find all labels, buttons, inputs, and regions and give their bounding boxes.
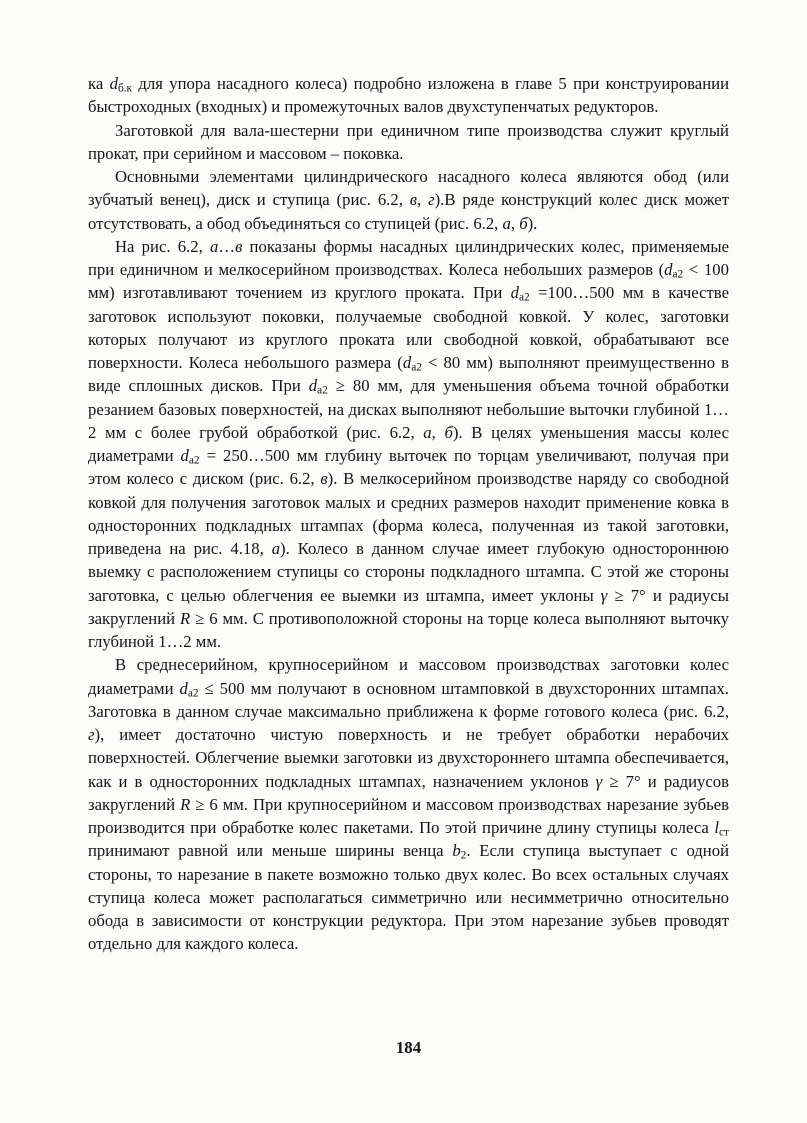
paragraph-blank-workpiece: Заготовкой для вала-шестерни при единичном типе производства служит круглый прокат, при серийном и массовом – поковка.	[88, 120, 729, 163]
paragraph-continuation: ка $d_{б.к}$ для упора насадного колеса) подробно изложена в главе 5 при конструировании быстроходных (входных) и промежуточных валов двухступенчатых редукторов.	[88, 74, 729, 117]
paragraph-wheel-shapes: На рис. 6.2, а…в показаны формы насадных цилиндрических колес, применяемые при единичном и мелкосерийном производствах. Колеса небольших размеров ($d_{а2} < 100$ мм) изготавливают точением из круглого проката. При $d_{а2}$ =100…500 мм в качестве заготовок используют поковки, получаемые свободной ковкой. У колес, заготовки которых получают из круглого проката или свободной ковкой, обрабатывают все поверхности. Колеса небольшого размера ($d_{а2} < 80$ мм) выполняют преимущественно в виде сплошных дисков. При $d_{а2} \ge 80$ мм, для уменьшения объема точной обработки резанием базовых поверхностей, на дисках выполняют небольшие выточки глубиной 1…2 мм с более грубой обработкой (рис. 6.2, а, б). В целях уменьшения массы колес диаметрами $d_{а2}$ = 250…500 мм глубину выточек по торцам увеличивают, получая при этом колесо с диском (рис. 6.2, в). В мелкосерийном производстве наряду со свободной ковкой для получения заготовок малых и средних размеров находит применение ковка в односторонних подкладных штампах (форма колеса, полученная из такой заготовки, приведена на рис. 4.18, а). Колесо в данном случае имеет глубокую одностороннюю выемку с расположением ступицы со стороны подкладного штампа. С этой же стороны заготовка, с целью облегчения ее выемки из штампа, имеет уклоны γ ≥ 7° и радиусы закруглений R ≥ 6 мм. С противоположной стороны на торце колеса выполняют выточку глубиной 1…2 мм.	[88, 236, 730, 651]
page-number: 184	[395, 1038, 422, 1057]
paragraph-mass-production: В среднесерийном, крупносерийном и массовом производствах заготовки колес диаметрами $d_{а2} \le 500$ мм получают в основном штамповкой в двухсторонних штампах. Заготовка в данном случае максимально приближена к форме готового колеса (рис. 6.2, г), имеет достаточно чистую поверхность и не требует обработки нерабочих поверхностей. Облегчение выемки заготовки из двухстороннего штампа обеспечивается, как и в односторонних подкладных штампах, назначением уклонов γ ≥ 7° и радиусов закруглений R ≥ 6 мм. При крупносерийном и массовом производствах нарезание зубьев производится при обработке колес пакетами. По этой причине длину ступицы колеса $l_{ст}$ принимают равной или меньше ширины венца $b_2$. Если ступица выступает с одной стороны, то нарезание в пакете возможно только двух колес. Во всех остальных случаях ступица колеса может располагаться симметрично или несимметрично относительно обода в зависимости от конструкции редуктора. При этом нарезание зубьев проводят отдельно для каждого колеса.	[88, 655, 729, 954]
text-block	[88, 72, 729, 956]
paragraph-wheel-elements: Основными элементами цилиндрического насадного колеса являются обод (или зубчатый венец), диск и ступица (рис. 6.2, в, г).В ряде конструкций колес диск может отсутствовать, а обод объединяться со ступицей (рис. 6.2, а, б).	[88, 167, 729, 233]
